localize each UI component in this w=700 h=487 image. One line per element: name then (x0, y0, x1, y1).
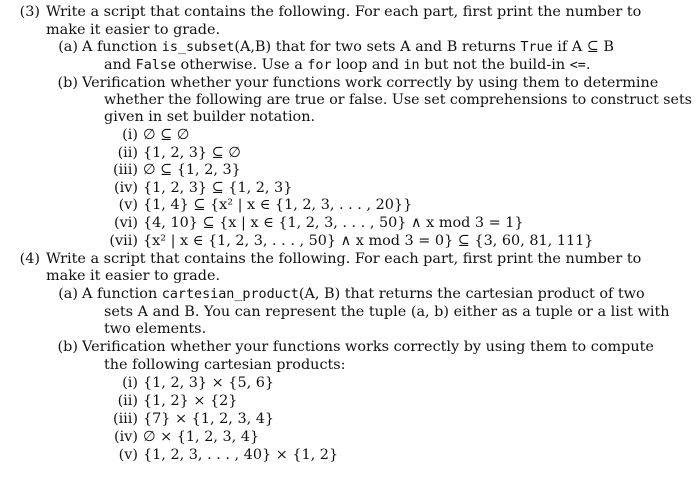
item-expression: {1, 2, 3, . . . , 40} × {1, 2} (143, 447, 339, 463)
item-label: (v) (118, 447, 138, 463)
code-true: True (520, 40, 553, 55)
part-text-line: A function cartesian_product(A, B) that returns the cartesian product of two (82, 286, 645, 302)
item-expression: {1, 2, 3} ⊆ {1, 2, 3} (143, 180, 293, 196)
item-label: (ii) (117, 145, 138, 161)
problem-number: (4) (19, 251, 40, 267)
part-label: (b) (57, 339, 78, 355)
item-label: (iii) (112, 162, 138, 178)
item-label: (i) (122, 375, 138, 391)
item-expression: ∅ × {1, 2, 3, 4} (143, 429, 260, 445)
part-label: (b) (57, 75, 78, 91)
item-label: (iv) (114, 429, 138, 445)
part-label: (a) (58, 286, 78, 302)
item-expression: {1, 4} ⊆ {x² | x ∈ {1, 2, 3, . . . , 20}} (143, 197, 413, 213)
part-text-line: sets A and B. You can represent the tuple (a, b) either as a tuple or a list with (104, 304, 670, 320)
item-expression: {1, 2, 3} ⊆ ∅ (143, 145, 241, 161)
item-label: (i) (122, 127, 138, 143)
problem-number: (3) (19, 4, 40, 20)
part-text-line: A function is_subset(A,B) that for two sets A and B returns True if A ⊆ B (82, 39, 614, 55)
code-cartesian-product: cartesian_product (161, 287, 299, 302)
item-expression: {7} × {1, 2, 3, 4} (143, 411, 275, 427)
item-label: (vii) (109, 233, 138, 249)
code-in: in (403, 58, 420, 73)
item-expression: {x² | x ∈ {1, 2, 3, . . . , 50} ∧ x mod 3 = 0} ⊆ {3, 60, 81, 111} (143, 233, 594, 249)
item-label: (vi) (114, 215, 138, 231)
code-false: False (135, 58, 176, 73)
part-text-line: Verification whether your functions work correctly by using them to determine (82, 75, 659, 91)
part-text-line: and False otherwise. Use a for loop and in but not the build-in <=. (104, 57, 591, 73)
part-text-line: whether the following are true or false. Use set comprehensions to construct sets (104, 92, 692, 108)
part-text-line: two elements. (104, 321, 207, 337)
item-expression: {4, 10} ⊆ {x | x ∈ {1, 2, 3, . . . , 50} ∧ x mod 3 = 1} (143, 215, 524, 231)
problem-intro-line: Write a script that contains the following. For each part, first print the number to (46, 251, 642, 267)
code-is-subset: is_subset (161, 40, 235, 55)
part-text-line: Verification whether your functions works correctly by using them to compute (82, 339, 654, 355)
problem-intro-line: Write a script that contains the following. For each part, first print the number to (46, 4, 642, 20)
item-expression: ∅ ⊆ {1, 2, 3} (143, 162, 241, 178)
item-label: (ii) (117, 393, 138, 409)
item-expression: {1, 2, 3} × {5, 6} (143, 375, 275, 391)
part-text-line: given in set builder notation. (104, 109, 316, 125)
problem-intro-line: make it easier to grade. (46, 268, 221, 284)
item-label: (iii) (112, 411, 138, 427)
code-le: <= (569, 58, 586, 73)
code-for: for (307, 58, 332, 73)
item-expression: ∅ ⊆ ∅ (143, 127, 190, 143)
problem-intro-line: make it easier to grade. (46, 22, 221, 38)
item-label: (v) (118, 197, 138, 213)
part-label: (a) (58, 39, 78, 55)
item-label: (iv) (114, 180, 138, 196)
item-expression: {1, 2} × {2} (143, 393, 238, 409)
part-text-line: the following cartesian products: (104, 357, 346, 373)
